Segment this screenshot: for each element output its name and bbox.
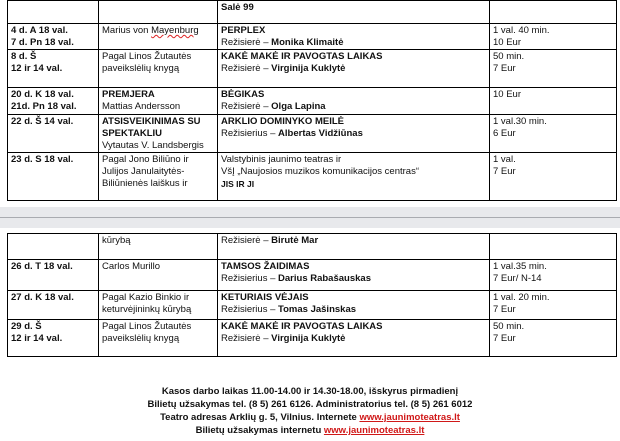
author-cell: Carlos Murillo bbox=[99, 260, 218, 291]
website-link[interactable]: www.jaunimoteatras.lt bbox=[359, 412, 460, 423]
table-row bbox=[8, 115, 617, 153]
table-row bbox=[8, 234, 617, 260]
author-cell: PREMJERA Mattias Andersson bbox=[99, 88, 218, 115]
footer bbox=[0, 385, 620, 437]
author-cell: kūrybą bbox=[99, 234, 218, 260]
info-cell: 10 Eur bbox=[490, 88, 617, 115]
ticket-phone: Bilietų užsakymas tel. (8 5) 261 6126. Administratorius tel. (8 5) 261 6012 bbox=[147, 399, 473, 410]
author-cell: Pagal Jono Biliūno ir Julijos Janulaitytės- Biliūnienės laiškus ir bbox=[99, 153, 218, 201]
info-cell: 50 min. 7 Eur bbox=[490, 50, 617, 88]
date-cell: 22 d. Š 14 val. bbox=[8, 115, 99, 153]
date-cell: 29 d. Š 12 ir 14 val. bbox=[8, 320, 99, 357]
title-cell: KAKĖ MAKĖ IR PAVOGTAS LAIKAS Režisierė – Virginija Kuklytė bbox=[218, 50, 490, 88]
info-cell: 1 val. 40 min. 10 Eur bbox=[490, 24, 617, 50]
title-cell: Valstybinis jaunimo teatras ir VšĮ „Naujosios muzikos komunikacijos centras“ JIS IR JI bbox=[218, 153, 490, 201]
author-cell: Pagal Linos Žutautės paveikslėlių knygą bbox=[99, 50, 218, 88]
table-row bbox=[8, 260, 617, 291]
table-row bbox=[8, 88, 617, 115]
table-row bbox=[8, 50, 617, 88]
date-cell: 27 d. K 18 val. bbox=[8, 291, 99, 320]
document-page-1 bbox=[0, 0, 620, 207]
title-cell: BĖGIKAS Režisierė – Olga Lapina bbox=[218, 88, 490, 115]
date-cell: 26 d. T 18 val. bbox=[8, 260, 99, 291]
table-cell bbox=[8, 1, 99, 24]
table-cell bbox=[490, 1, 617, 24]
title-cell: ARKLIO DOMINYKO MEILĖ Režisierius – Albertas Vidžiūnas bbox=[218, 115, 490, 153]
table-row bbox=[8, 24, 617, 50]
table-cell bbox=[99, 1, 218, 24]
author-cell: Pagal Kazio Binkio ir keturvėjininkų kūrybą bbox=[99, 291, 218, 320]
title-cell: PERPLEX Režisierė – Monika Klimaitė bbox=[218, 24, 490, 50]
table-row bbox=[8, 153, 617, 201]
date-cell: 20 d. K 18 val. 21d. Pn 18 val. bbox=[8, 88, 99, 115]
document-page-2 bbox=[0, 228, 620, 441]
info-cell: 1 val. 7 Eur bbox=[490, 153, 617, 201]
schedule-table-1 bbox=[7, 0, 617, 201]
venue-header: Salė 99 bbox=[218, 1, 490, 24]
author-cell: Marius von Mayenburg bbox=[99, 24, 218, 50]
title-cell: TAMSOS ŽAIDIMAS Režisierius – Darius Rabašauskas bbox=[218, 260, 490, 291]
title-cell: Režisierė – Birutė Mar bbox=[218, 234, 490, 260]
page-break bbox=[0, 207, 620, 228]
date-cell bbox=[8, 234, 99, 260]
page-break-line bbox=[0, 217, 620, 218]
info-cell bbox=[490, 234, 617, 260]
booking-link[interactable]: www.jaunimoteatras.lt bbox=[323, 425, 425, 436]
online-booking: Bilietų užsakymas internetu www.jaunimoteatras.lt bbox=[195, 425, 425, 436]
info-cell: 1 val.35 min. 7 Eur/ N-14 bbox=[490, 260, 617, 291]
title-cell: KAKĖ MAKĖ IR PAVOGTAS LAIKAS Režisierė – Virginija Kuklytė bbox=[218, 320, 490, 357]
date-cell: 4 d. A 18 val. 7 d. Pn 18 val. bbox=[8, 24, 99, 50]
table-row bbox=[8, 320, 617, 357]
date-cell: 8 d. Š 12 ir 14 val. bbox=[8, 50, 99, 88]
author-cell: ATSISVEIKINIMAS SU SPEKTAKLIU Vytautas V. Landsbergis bbox=[99, 115, 218, 153]
theatre-address: Teatro adresas Arklių g. 5, Vilnius. Internete www.jaunimoteatras.lt bbox=[160, 412, 460, 423]
title-cell: KETURIAIS VĖJAIS Režisierius – Tomas Jašinskas bbox=[218, 291, 490, 320]
box-office-hours: Kasos darbo laikas 11.00-14.00 ir 14.30-18.00, išskyrus pirmadienį bbox=[161, 386, 459, 397]
date-cell: 23 d. S 18 val. bbox=[8, 153, 99, 201]
info-cell: 1 val.30 min. 6 Eur bbox=[490, 115, 617, 153]
info-cell: 50 min. 7 Eur bbox=[490, 320, 617, 357]
schedule-table-2 bbox=[7, 233, 617, 357]
table-header-row bbox=[8, 1, 617, 24]
table-row bbox=[8, 291, 617, 320]
info-cell: 1 val. 20 min. 7 Eur bbox=[490, 291, 617, 320]
author-cell: Pagal Linos Žutautės paveikslėlių knygą bbox=[99, 320, 218, 357]
